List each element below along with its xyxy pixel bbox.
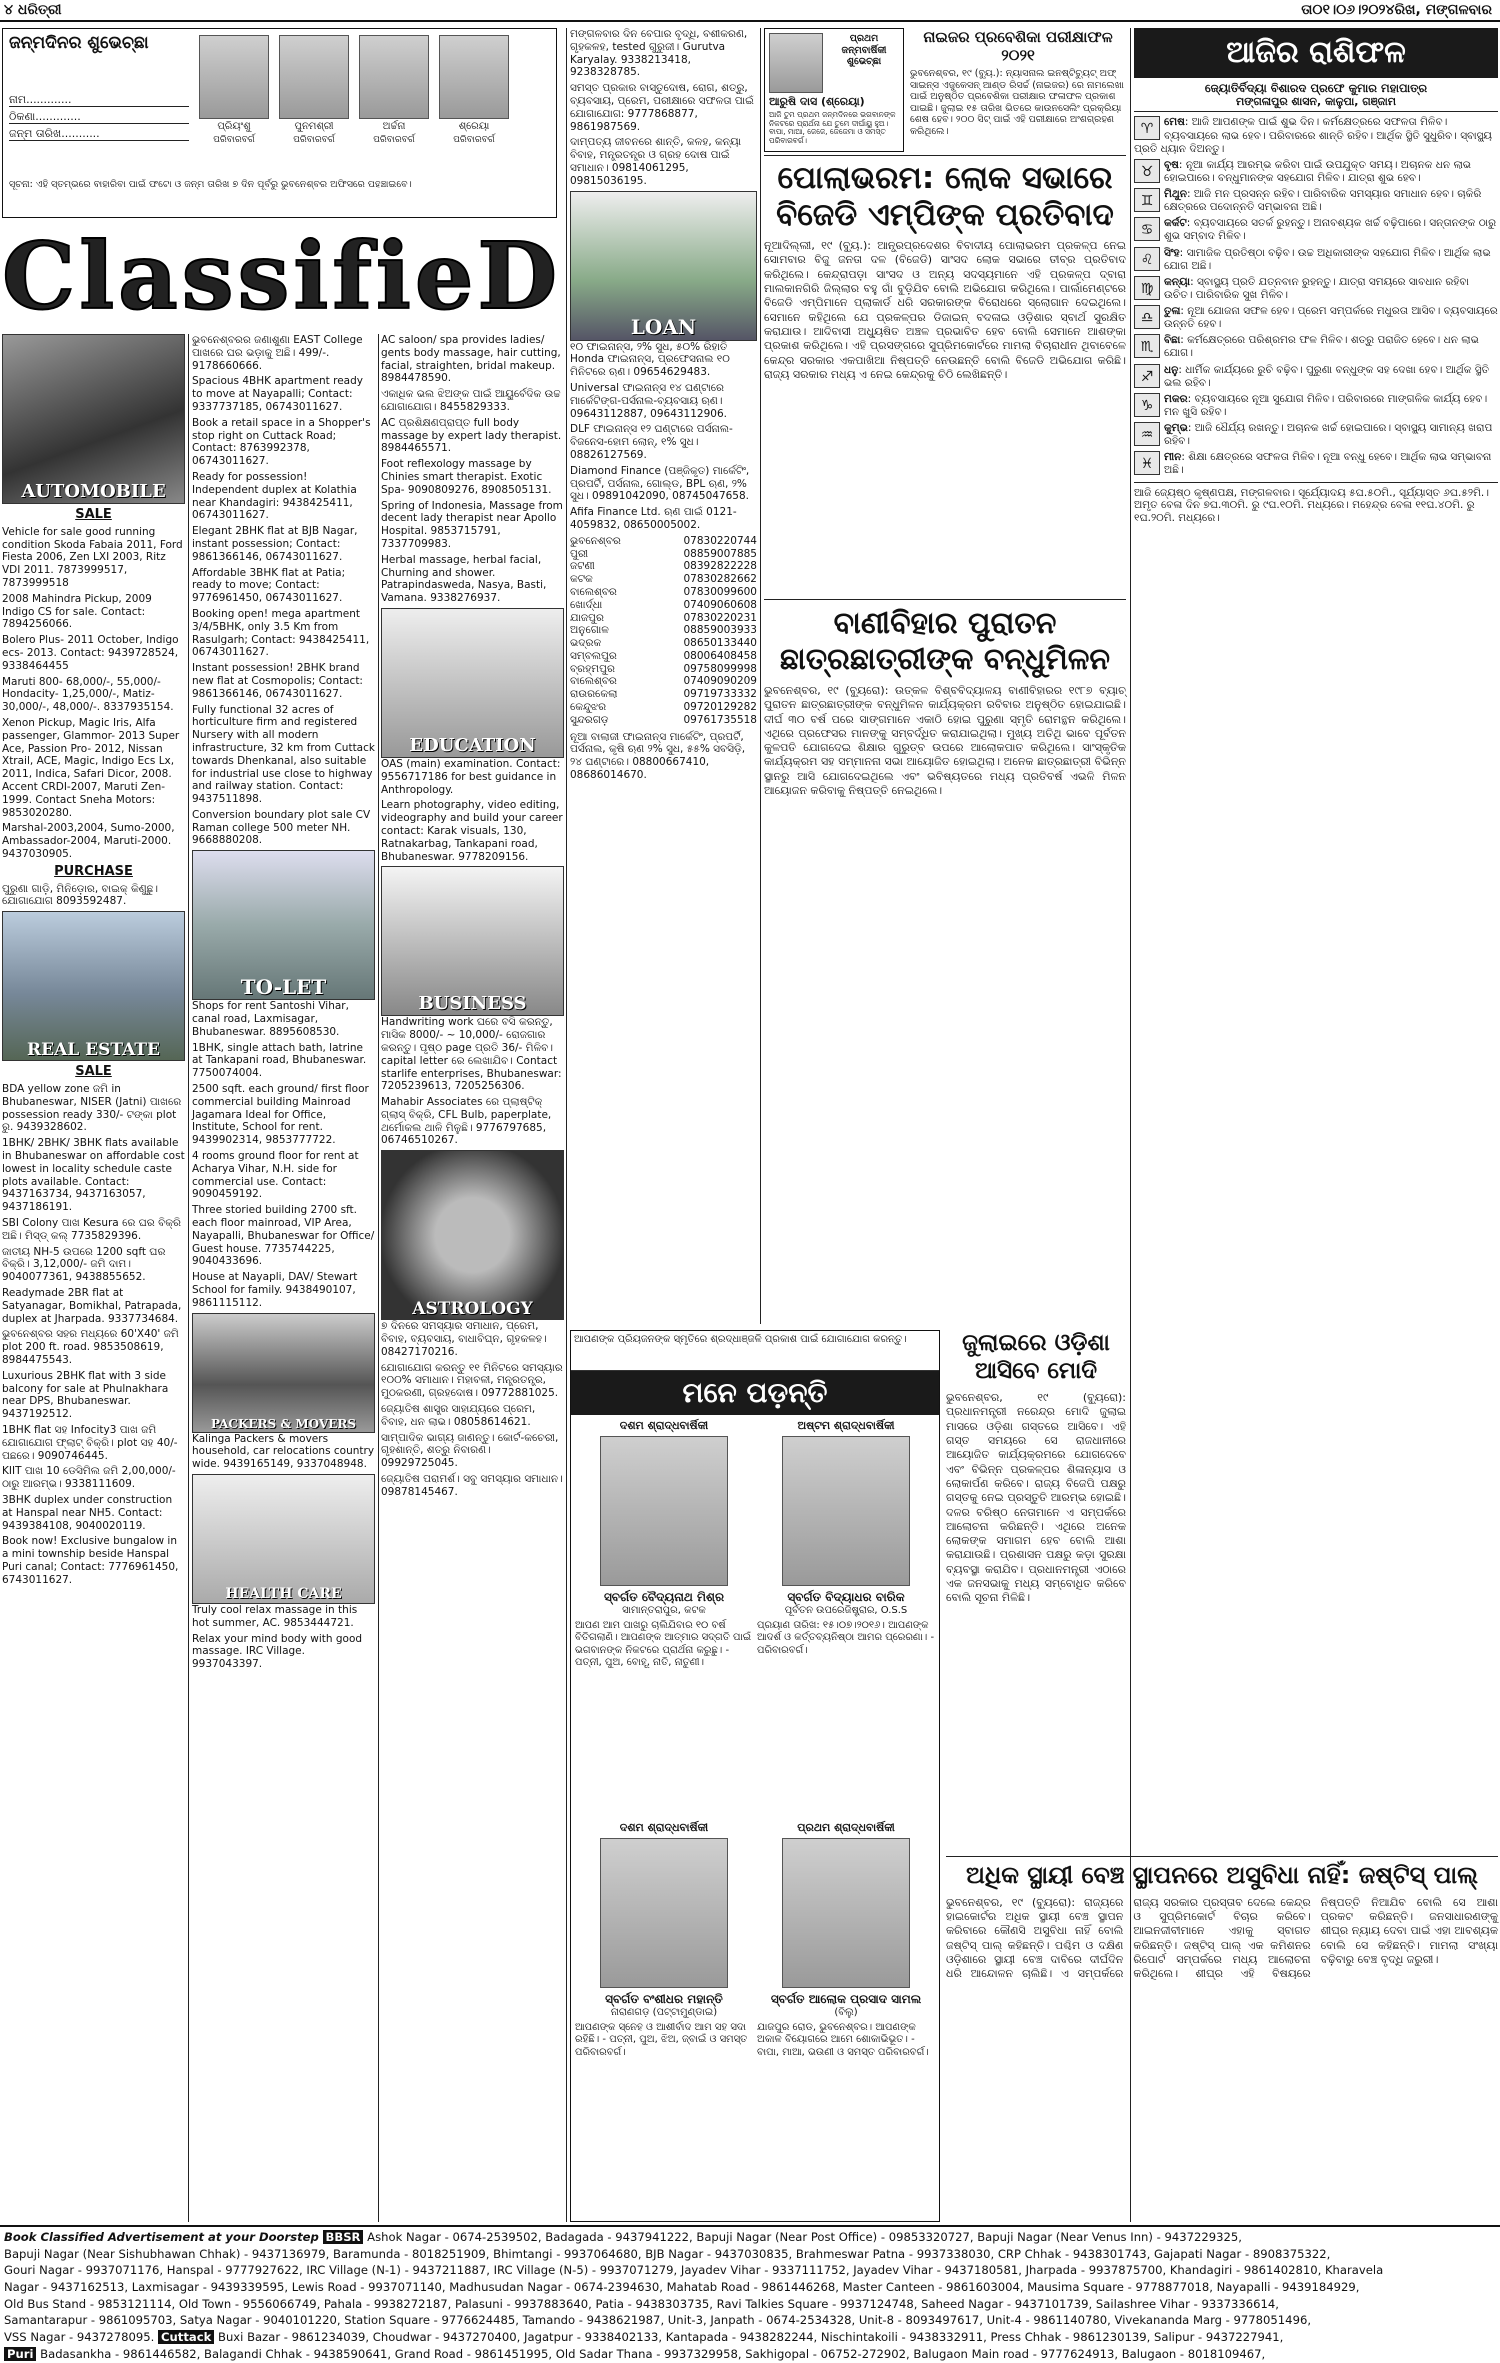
memoriam-name: ସ୍ବର୍ଗତ ବୈଦ୍ୟନାଥ ମିଶ୍ର xyxy=(603,1590,725,1605)
tribute-notice: ଆପଣଙ୍କ ପ୍ରିୟଜନଙ୍କ ସ୍ମୃତିରେ ଶ୍ରଦ୍ଧାଞ୍ଜଳି ପ୍ରକାଶ ପାଇଁ ଯୋଗାଯୋଗ କରନ୍ତୁ। xyxy=(571,1331,939,1371)
horoscope-byline: ଜ୍ୟୋତିର୍ବିଦ୍ୟା ବିଶାରଦ ପ୍ରଫେ କୁମାର ମହାପାତ୍ର xyxy=(1204,81,1428,95)
classified-ad: 1BHK, single attach bath, latrine at Tankapani road, Bhubaneswar. 7750074004. xyxy=(192,1041,367,1080)
child-name: ଅର୍ଚ୍ଚନା xyxy=(382,121,406,132)
footer-text: Samantarapur - 9861095703, Satya Nagar - 9040101220, Station Square - 9776624485, Tamando - 9438621987, Unit-3, Janpath - 0674-2534328, Unit-8 - 8093497617, Unit-4 - 9861140780, Vivekananda Marg - 9778051496, xyxy=(4,2313,1312,2328)
modi-article xyxy=(946,1330,1126,1850)
classified-ad: 2500 sqft. each ground/ first floor commercial building Mainroad Jagamara Ideal for Office, Institute, School for rent. 9439902314, 9853777722. xyxy=(192,1083,369,1147)
classified-ad: ୧୦ ଫାଇନାନ୍ସ, ୨% ସୁଧ, ୫୦% ରିହାତି Honda ଫାଇନାନ୍ସ, ପ୍ରଫେସନାଲ ୧୦ ମିନିଟରେ ଋଣ। 09654629483. xyxy=(570,340,730,379)
classified-ad: Readymade 2BR flat at Satyanagar, Bomikhal, Patrapada, duplex at Jharpada. 9337734684. xyxy=(2,1287,182,1325)
column-services xyxy=(381,334,564,2222)
memoriam-title: ମନେ ପଡ଼ନ୍ତି xyxy=(571,1371,939,1415)
zodiac-entry: ♓ ମୀନ: ଶିକ୍ଷା କ୍ଷେତ୍ରରେ ସଫଳତା ମିଳିବ। ନୂଆ ବନ୍ଧୁ ହେବେ। ଆର୍ଥିକ ଲାଭ ସମ୍ଭାବନା ଅଛି। xyxy=(1134,451,1498,477)
memoriam-sub: (ବିଲୁ) xyxy=(834,2007,858,2019)
child-caption: ପରିବାରବର୍ଗ xyxy=(373,135,415,145)
child-caption: ପରିବାରବର୍ଗ xyxy=(453,135,495,145)
classified-ad: Diamond Finance (ପଞ୍ଜିକୃତ) ମାର୍କେଟିଂ, ପ୍ରପର୍ଟି, ପର୍ସନାଲ, ଗୋଲ୍ଡ, BPL ଋଣ, ୨% ସୁଧ। 09891042090, 08745047658. xyxy=(570,464,750,503)
zodiac-entry: ♒ କୁମ୍ଭ: ଆଜି ଧୈର୍ଯ୍ୟ ରଖନ୍ତୁ। ଅଚାନକ ଖର୍ଚ୍ଚ ହୋଇପାରେ। ସ୍ବାସ୍ଥ୍ୟ ସାମାନ୍ୟ ଖରାପ ରହିବ। xyxy=(1134,422,1498,448)
footer-text: Nagar - 9437162513, Laxmisagar - 9439339595, Lewis Road - 9937071140, Madhusudan Nagar - 0674-2394630, Mahatab Road - 9861446268, Master Canteen - 9861603004, Mausima Square - 9778877018, Nayapalli - 9439184929, xyxy=(4,2280,1360,2295)
zodiac-icon: ♍ xyxy=(1134,276,1160,300)
zodiac-icon: ♉ xyxy=(1134,159,1160,183)
child-photo xyxy=(199,35,269,119)
classified-ad: Xenon Pickup, Magic Iris, Alfa passenger, Glammor- 2013 Super Ace, Passion Pro- 2012, Nissan Xtrail, ACE, Magic, Indigo Ecs Lx, 2011, Indica, Safari Dicor, 2008. Accent CRDI-2007, Maruti Zen- 1999. Contact Sneha Motors: 9853020280. xyxy=(2,717,180,819)
classified-ad: KIIT ପାଖ 10 ଡେସିମିଲ ଜମି 2,00,000/- ଠାରୁ ଆରମ୍ଭ। 9338111609. xyxy=(2,1465,176,1491)
classified-ad: ୭ ଦିନରେ ସମସ୍ୟାର ସମାଧାନ, ପ୍ରେମ, ବିବାହ, ବ୍ୟବସାୟ, ବାଧାବିଘ୍ନ, ଗୃହକଳହ। 08427170216. xyxy=(381,1320,547,1358)
zodiac-icon: ♈ xyxy=(1134,116,1160,140)
results-headline: ନାଇଜର ପ୍ରବେଶିକା ପରୀକ୍ଷାଫଳ ୨୦୨୧ xyxy=(923,28,1113,65)
classified-ad: ଦାମ୍ପତ୍ୟ ଜୀବନରେ ଶାନ୍ତି, କଳହ, କନ୍ୟା ବିବାହ, ମନ୍ତ୍ରତନ୍ତ୍ର ଓ ଗ୍ରହ ଦୋଷ ପାଇଁ ସମାଧାନ। 09814061295, 09815036195. xyxy=(570,136,742,187)
classified-ad: ଯୋଗାଯୋଗ କରନ୍ତୁ ୧୧ ମିନିଟରେ ସମସ୍ୟାର ୧୦୦% ସମାଧାନ। ମହାବଳୀ, ମନ୍ତ୍ରତନ୍ତ୍ର, ମୁଠକରଣୀ, ଗ୍ରହଦୋଷ। 09772881025. xyxy=(381,1361,563,1400)
loan-section-header: LOAN xyxy=(570,191,757,341)
results-body: ଭୁବନେଶ୍ବର, ୧୯ (ବ୍ୟୁ.): ନ୍ୟାସନାଲ ଇନଷ୍ଟିଚ୍ୟୁଟ୍ ଅଫ୍ ସାଇନ୍ସ ଏଜୁକେସନ୍ ଆଣ୍ଡ ରିସର୍ଚ୍ଚ (ନାଇଜର) ରେ ନାମଲେଖା ପାଇଁ ଅନୁଷ୍ଠିତ ପ୍ରବେଶିକା ପରୀକ୍ଷାର ଫଳାଫଳ ପ୍ରକାଶ ପାଇଛି। ଜୁଲାଇ ୧୫ ତାରିଖ ଭିତରେ କାଉନସେଲିଂ ପ୍ରକ୍ରିୟା ଶେଷ ହେବ। ୨୦୦ ସିଟ୍ ପାଇଁ ଏହି ପରୀକ୍ଷାରେ ଅଂଶଗ୍ରହଣ କରିଥିଲେ। xyxy=(910,68,1124,137)
form-address: ଠିକଣା............. xyxy=(9,110,189,124)
classified-ad: Maruti 800- 68,000/-, 55,000/- Hondacity- 1,25,000/-, Matiz- 30,000/-, 48,000/-. 8337935154. xyxy=(2,675,174,714)
classified-ad: Marshal-2003,2004, Sumo-2000, Ambassador-2004, Maruti-2000. 9437030905. xyxy=(2,822,175,860)
zodiac-entry: ♉ ବୃଷ: ନୂଆ କାର୍ଯ୍ୟ ଆରମ୍ଭ କରିବା ପାଇଁ ଉପଯୁକ୍ତ ସମୟ। ଅଚାନକ ଧନ ଲାଭ ହୋଇପାରେ। ବନ୍ଧୁମାନଙ୍କ ସହଯୋଗ ମିଳିବ। ଯାତ୍ରା ଶୁଭ ହେବ। xyxy=(1134,159,1498,185)
sale-heading: SALE xyxy=(75,1064,112,1080)
child-photo xyxy=(279,35,349,119)
memoriam-text: ପ୍ରୟାଣ ତାରିଖ: ୧୫।୦୭।୨୦୧୬। ଆପଣଙ୍କ ଆଦର୍ଶ ଓ କର୍ତ୍ତବ୍ୟନିଷ୍ଠା ଆମର ପ୍ରେରଣା। - ପରିବାରବର୍ଗ। xyxy=(757,1620,935,1656)
footer-text: VSS Nagar - 9437278095. xyxy=(4,2330,155,2345)
zodiac-entry: ♑ ମକର: ବ୍ୟବସାୟରେ ନୂଆ ସୁଯୋଗ ମିଳିବ। ପରିବାରରେ ମାଙ୍ଗଳିକ କାର୍ଯ୍ୟ ହେବ। ମନ ଖୁସି ରହିବ। xyxy=(1134,393,1498,419)
classified-ad: Handwriting work ଘରେ ବସି କରନ୍ତୁ, ମାସିକ 8000/- ~ 10,000/- ରୋଜଗାର କରନ୍ତୁ। ପୃଷ୍ଠ page ପ୍ରତି 36/- ମିଳିବ। capital letter ରେ ଲେଖାଯିବ। Contact starlife enterprises, Bhubaneswar: 7205239613, 7205256306. xyxy=(381,1016,562,1093)
classified-ad: Bolero Plus- 2011 October, Indigo ecs- 2013. Contact: 9439728524, 9338464455 xyxy=(2,634,179,672)
memoriam-text: ଆପଣ ଆମ ପାଖରୁ ଚାଲିଯିବାର ୧୦ ବର୍ଷ ବିତିଗଲାଣି। ଆପଣଙ୍କ ଆତ୍ମାର ସଦ୍‌ଗତି ପାଇଁ ଭଗବାନଙ୍କ ନିକଟରେ ପ୍ରାର୍ଥନା କରୁଛୁ। - ପତ୍ନୀ, ପୁଅ, ବୋହୂ, ନାତି, ନାତୁଣୀ। xyxy=(575,1620,752,1668)
classified-ad: ଭୁବନେଶ୍ବରର ଜଣାଶୁଣା EAST College ପାଖରେ ଘର ଭଡ଼ାକୁ ଅଛି। 499/-. 9178660666. xyxy=(192,334,363,372)
classified-ad: Three storied building 2700 sft. each floor mainroad, VIP Area, Nayapalli, Bhubaneswar for Office/ Guest house. 7735744225, 9040433696. xyxy=(192,1204,375,1268)
branch-row: ରାଉରକେଲା 09719733332 xyxy=(570,688,757,701)
memoriam-label: ଅଷ୍ଟମ ଶ୍ରାଦ୍ଧବାର୍ଷିକୀ xyxy=(797,1419,895,1432)
classified-ad: Spacious 4BHK apartment ready to move at Nayapalli; Contact: 9337737185, 06743011627. xyxy=(192,375,363,413)
footer-text: Gouri Nagar - 9937071176, Hanspal - 9777927622, IRC Village (N-1) - 9437211887, IRC Village (N-5) - 9937071279, Jayadev Vihar - 9337111752, Jayadev Vihar - 9437180581, Jharpada - 9937875700, Khandagiri - 9861402810, Kharavela xyxy=(4,2263,1384,2278)
child-name: ପୁନମଶ୍ରୀ xyxy=(294,121,334,132)
classified-ad: ଏକାଧିକ ଭଲ ଝିଅଙ୍କ ପାଇଁ ଆୟୁର୍ବେଦିକ ଉଚ୍ଚ ଯୋଗାଯୋଗ। 8455829333. xyxy=(381,388,561,413)
footer-booking-centers xyxy=(0,2225,1500,2361)
classified-ad: Spring of Indonesia, Massage from decent lady therapist near Apollo Hospital. 9853715791, 7337709983. xyxy=(381,499,563,550)
automobile-section-header: AUTOMOBILE xyxy=(2,334,185,504)
memoriam-box xyxy=(570,1330,940,2222)
zodiac-entry: ♈ ମେଷ: ଆଜି ଆପଣଙ୍କ ପାଇଁ ଶୁଭ ଦିନ। କର୍ମକ୍ଷେତ୍ରରେ ସଫଳତା ମିଳିବ। ବ୍ୟବସାୟରେ ଲାଭ ହେବ। ପରିବାରରେ ଶାନ୍ତି ରହିବ। ଆର୍ଥିକ ସ୍ଥିତି ସୁଧୁରିବ। ସ୍ବାସ୍ଥ୍ୟ ପ୍ରତି ଧ୍ୟାନ ଦିଅନ୍ତୁ। xyxy=(1134,116,1492,155)
classified-ad: Afifa Finance Ltd. ଋଣ ପାଇଁ 0121-4059832, 08650005002. xyxy=(570,506,737,531)
health-care-section-header: HEALTH CARE xyxy=(192,1474,375,1604)
column-automobile-realestate xyxy=(2,334,185,2222)
birthday-wish: ଆଜି ତୁମ ପ୍ରଥମ ଜନ୍ମଦିନରେ ଭଗବାନଙ୍କ ନିକଟରେ ପ୍ରାର୍ଥନା ଯେ ତୁମେ ଦୀର୍ଘାୟୁ ହୁଅ। ବାପା, ମାଆ, ଜେଜେ, ଜେଜେମା ଓ ସମସ୍ତ ପରିବାରବର୍ଗ। xyxy=(769,110,896,145)
city-tag: BBSR xyxy=(323,2230,364,2244)
classified-ad: Kalinga Packers & movers household, car relocations country wide. 9439165149, 9337048948. xyxy=(192,1432,375,1471)
bench-article xyxy=(946,1856,1498,2222)
memoriam-card xyxy=(575,1821,753,2221)
classified-ad: Ready for possession! Independent duplex at Kolathia near Khandagiri: 9438425411, 06743011627. xyxy=(192,470,357,522)
footer-text: Ashok Nagar - 0674-2539502, Badagada - 9437941222, Bapuji Nagar (Near Post Office) - 09853320727, Bapuji Nagar (Near Venus Inn) - 9437229325, xyxy=(367,2230,1242,2244)
memoriam-text: ଆପଣଙ୍କ ସ୍ନେହ ଓ ଆଶୀର୍ବାଦ ଆମ ସହ ସଦା ରହିଛି। - ପତ୍ନୀ, ପୁଅ, ଝିଅ, ଜ୍ବାଇଁ ଓ ସମସ୍ତ ପରିବାରବର୍ଗ। xyxy=(575,2022,748,2058)
zodiac-entry: ♌ ସିଂହ: ସାମାଜିକ ପ୍ରତିଷ୍ଠା ବଢ଼ିବ। ଉଚ୍ଚ ଅଧିକାରୀଙ୍କ ସହଯୋଗ ମିଳିବ। ଆର୍ଥିକ ଲାଭ ଯୋଗ ଅଛି। xyxy=(1134,247,1498,273)
birthday-note: ସୂଚନା: ଏହି ସ୍ତମ୍ଭରେ ବାହାରିବା ପାଇଁ ଫଟୋ ଓ ଜନ୍ମ ତାରିଖ ୭ ଦିନ ପୂର୍ବରୁ ଭୁବନେଶ୍ବର ଅଫିସରେ ପହଞ୍ଚାଇବେ। xyxy=(9,179,412,190)
memoriam-label: ପ୍ରଥମ ଶ୍ରାଦ୍ଧବାର୍ଷିକୀ xyxy=(797,1821,895,1834)
column-loans xyxy=(570,28,757,1324)
zodiac-icon: ♑ xyxy=(1134,393,1160,417)
classified-ad: Mahabir Associates ରେ ପ୍ଲାଷ୍ଟିକ୍ ଗ୍ଲାସ୍ ବିକ୍ରି, CFL Bulb, paperplate, ଥର୍ମୋକଲ ଥାଳି ମିଳୁଛି। 9776797685, 06746510267. xyxy=(381,1096,552,1147)
branch-row: ଅନୁଗୋଳ 08859003933 xyxy=(570,624,757,637)
alumni-body: ଭୁବନେଶ୍ବର, ୧୯ (ବ୍ୟୁରୋ): ଉତ୍କଳ ବିଶ୍ବବିଦ୍ୟାଳୟ ବାଣୀବିହାରର ୧୯୮୭ ବ୍ୟାଚ୍ ପୁରାତନ ଛାତ୍ରଛାତ୍ରୀଙ୍କ ବନ୍ଧୁମିଳନ କାର୍ଯ୍ୟକ୍ରମ ରବିବାର ଅନୁଷ୍ଠିତ ହୋଇଯାଇଛି। ଦୀର୍ଘ ୩୦ ବର୍ଷ ପରେ ସାଙ୍ଗମାନେ ଏକାଠି ହୋଇ ପୁରୁଣା ସ୍ମୃତି ରୋମନ୍ଥନ କରିଥିଲେ। ଏଥିରେ ପ୍ରଫେସର ମାନଙ୍କୁ ସମ୍ବର୍ଦ୍ଧିତ କରାଯାଇଥିଲା। ମୁଖ୍ୟ ଅତିଥି ଭାବେ ପୂର୍ବତନ କୁଳପତି ଯୋଗଦେଇ ଶିକ୍ଷାର ଗୁରୁତ୍ବ ଉପରେ ଆଲୋକପାତ କରିଥିଲେ। ସାଂସ୍କୃତିକ କାର୍ଯ୍ୟକ୍ରମ ସହ ସମ୍ମାନନା ସଭା ଆୟୋଜିତ ହୋଇଥିଲା। ଅନେକ ଛାତ୍ରଛାତ୍ରୀ ବିଭିନ୍ନ ସ୍ଥାନରୁ ଆସି ଯୋଗଦେଇଥିଲେ ଏବଂ ଭବିଷ୍ୟତରେ ମଧ୍ୟ ପ୍ରତିବର୍ଷ ଏଭଳି ମିଳନ ଆୟୋଜନ କରିବାକୁ ନିଷ୍ପତ୍ତି ନେଇଥିଲେ। xyxy=(764,684,1126,798)
child-photo xyxy=(439,35,509,119)
classified-ad: 1BHK/ 2BHK/ 3BHK flats available in Bhubaneswar on affordable cost lowest in locality schedule caste plots available. Contact: 9437163734, 9437163057, 9437186191. xyxy=(2,1137,185,1214)
child-photo xyxy=(359,35,429,119)
classified-ad: DLF ଫାଇନାନ୍ସ ୧୨ ଘଣ୍ଟାରେ ପର୍ସନାଲ-ବିଜନେସ-ହୋମ ଲୋନ୍, ୧% ସୁଧ। 08826127569. xyxy=(570,423,733,461)
memoriam-sub: ନାରାଣଗଡ଼ (ପଟ୍ଟାମୁଣ୍ଡାଇ) xyxy=(610,2007,718,2019)
branch-row: ଭୁବନେଶ୍ବର 07830220744 xyxy=(570,534,757,547)
packers-movers-section-header: PACKERS & MOVERS xyxy=(192,1313,375,1433)
memoriam-name: ସ୍ବର୍ଗତ ଆଲୋକ ପ୍ରସାଦ ସାମଲ xyxy=(770,1992,922,2007)
footer-text: Bapuji Nagar (Near Sishubhawan Chhak) - 9437136979, Baramunda - 8018251909, Bhimtangi - 9937064680, BJB Nagar - 9437030835, Brahmeswar Patna - 9937338030, CRP Chhak - 9438301743, Gajapati Nagar - 8908375322, xyxy=(4,2246,1331,2261)
zodiac-icon: ♋ xyxy=(1134,217,1160,241)
classified-ad: 2008 Mahindra Pickup, 2009 Indigo CS for sale. Contact: 7894256066. xyxy=(2,592,152,631)
modi-headline: ଜୁଲାଇରେ ଓଡ଼ିଶା ଆସିବେ ମୋଦି xyxy=(962,1330,1110,1384)
branch-row: ଯାଜପୁର 07830220231 xyxy=(570,611,757,624)
branch-row: ଭଦ୍ରକ 08650133440 xyxy=(570,637,757,650)
branch-row: ଜଟଣୀ 08392822228 xyxy=(570,560,757,573)
classified-ad: BDA yellow zone ଜମି in Bhubaneswar, NISER (Jatni) ପାଖରେ possession ready 330/- ଟଙ୍କା plot ରୁ. 9439328602. xyxy=(2,1083,182,1134)
zodiac-icon: ♊ xyxy=(1134,188,1160,212)
education-section-header: EDUCATION xyxy=(381,608,564,758)
memoriam-name: ସ୍ବର୍ଗତ ବଂଶୀଧର ମହାନ୍ତି xyxy=(605,1992,723,2007)
classified-ad: Affordable 3BHK flat at Patia; ready to move; Contact: 9776961450, 06743011627. xyxy=(192,566,346,605)
baby-photo xyxy=(769,33,823,93)
memoriam-label: ଦଶମ ଶ୍ରାଦ୍ଧବାର୍ଷିକୀ xyxy=(619,1821,709,1834)
horoscope-list xyxy=(1134,116,1498,477)
footer-line xyxy=(4,2346,1496,2363)
child-name: ଶ୍ରେୟା xyxy=(458,121,490,132)
classified-ad: ମଙ୍ଗଳବାର ଦିନ ବେପାର ବୃଦ୍ଧି, ବଶୀକରଣ, ଗୃହକଳହ, tested ଗୁରୁଜୀ। Gurutva Karyalay. 9338213418, 9238328785. xyxy=(570,28,748,79)
date-label: ତା୦୧।୦୬।୨୦୨୪ରିଖ, ମଙ୍ଗଳବାର xyxy=(1301,2,1492,18)
footer-line xyxy=(4,2229,1496,2246)
classified-ad: House at Nayapli, DAV/ Stewart School for family. 9438490107, 9861115112. xyxy=(192,1271,358,1309)
panji-almanac: ଆଜି ଜ୍ୟେଷ୍ଠ କୃଷ୍ଣପକ୍ଷ, ମଙ୍ଗଳବାର। ସୂର୍ଯ୍ୟୋଦୟ ୫ଘ.୫୦ମି., ସୂର୍ଯ୍ୟାସ୍ତ ୬ଘ.୫୨ମି.। ଅମୃତ ବେଳା ଦିନ ୭ଘ.୩୦ମି. ରୁ ୯ଘ.୧୦ମି. ମଧ୍ୟରେ। ମହେନ୍ଦ୍ର ବେଳା ୧୧ଘ.୪୦ମି. ରୁ ୧ଘ.୨୦ମି. ମଧ୍ୟରେ। xyxy=(1134,482,1498,525)
footer-text: Badasankha - 9861446582, Balagandi Chhak - 9438590641, Grand Road - 9861451995, Old Sadar Thana - 9937329958, Sakhigopal - 06752-272902, Balugaon Main road - 9777624913, Balugaon - 8018109467, xyxy=(40,2346,1266,2361)
classified-ad: 3BHK duplex under construction at Hanspal near NH5. Contact: 9439384108, 9040020119. xyxy=(2,1494,173,1532)
memoriam-label: ଦଶମ ଶ୍ରାଦ୍ଧବାର୍ଷିକୀ xyxy=(619,1419,709,1432)
zodiac-icon: ♓ xyxy=(1134,451,1160,475)
polavaram-headline: ପୋଲାଭରମ: ଲୋକ ସଭାରେ ବିଜେଡି ଏମ୍‌ପିଙ୍କ ପ୍ରତିବାଦ xyxy=(776,160,1114,233)
classified-ad: AC saloon/ spa provides ladies/ gents body massage, hair cutting, facial, straighten, bridal makeup. 8984478590. xyxy=(381,334,561,385)
masthead xyxy=(0,0,1500,22)
business-section-header: BUSINESS xyxy=(381,866,564,1016)
zodiac-icon: ♎ xyxy=(1134,305,1160,329)
zodiac-entry: ♐ ଧନୁ: ଧାର୍ମିକ କାର୍ଯ୍ୟରେ ରୁଚି ବଢ଼ିବ। ପୁରୁଣା ବନ୍ଧୁଙ୍କ ସହ ଦେଖା ହେବ। ଆର୍ଥିକ ସ୍ଥିତି ଭଲ ରହିବ। xyxy=(1134,364,1498,390)
classified-ad: Conversion boundary plot sale CV Raman college 500 meter NH. 9668880208. xyxy=(192,808,371,847)
city-tag: Puri xyxy=(4,2347,36,2361)
classified-ad: Vehicle for sale good running condition Skoda Fabaia 2011, Ford Fiesta 2006, Zen LXI 2003, Ritz VDI 2011. 7873999517, 7873999518 xyxy=(2,525,183,590)
modi-body: ଭୁବନେଶ୍ବର, ୧୯ (ବ୍ୟୁରୋ): ପ୍ରଧାନମନ୍ତ୍ରୀ ନରେନ୍ଦ୍ର ମୋଦି ଜୁଲାଇ ମାସରେ ଓଡ଼ିଶା ଗସ୍ତରେ ଆସିବେ। ଏହି ଗସ୍ତ ସମୟରେ ସେ ରାଜଧାନୀରେ ଆୟୋଜିତ କାର୍ଯ୍ୟକ୍ରମରେ ଯୋଗଦେବେ ଏବଂ ବିଭିନ୍ନ ପ୍ରକଳ୍ପର ଶିଳାନ୍ୟାସ ଓ ଲୋକାର୍ପଣ କରିବେ। ରାଜ୍ୟ ବିଜେପି ପକ୍ଷରୁ ଗସ୍ତକୁ ନେଇ ପ୍ରସ୍ତୁତି ଆରମ୍ଭ ହୋଇଛି। ଦଳର ବରିଷ୍ଠ ନେତାମାନେ ଏ ସମ୍ପର୍କରେ ଆଲୋଚନା କରିଛନ୍ତି। ଏଥିରେ ଅନେକ ଲୋକଙ୍କ ସମାଗମ ହେବ ବୋଲି ଆଶା କରାଯାଉଛି। ପ୍ରଶାସନ ପକ୍ଷରୁ କଡ଼ା ସୁରକ୍ଷା ବ୍ୟବସ୍ଥା କରାଯିବ। ପ୍ରଧାନମନ୍ତ୍ରୀ ଏଠାରେ ଏକ ଜନସଭାକୁ ମଧ୍ୟ ସମ୍ବୋଧିତ କରିବେ ବୋଲି ସୂଚନା ମିଳିଛି। xyxy=(946,1391,1126,1605)
classified-ad: Universal ଫାଇନାନ୍ସ ୧୪ ଘଣ୍ଟାରେ ମାର୍କେଟିଙ୍ଗ-ପର୍ସନାଲ-ବ୍ୟବସାୟ ଋଣ। 09643112887, 09643112906. xyxy=(570,381,727,420)
horoscope-title: ଆଜିର ରାଶିଫଳ xyxy=(1134,28,1498,78)
classified-ad: ପୁରୁଣା ଗାଡ଼ି, ମିନିଡ଼ୋର, ବାଇକ୍ କିଣୁଛୁ। ଯୋଗାଯୋଗ 8093592487. xyxy=(2,882,159,908)
form-name: ନାମ............. xyxy=(9,93,189,107)
sale-heading: SALE xyxy=(75,507,112,522)
branch-row: ସମ୍ବଲପୁର 08006408458 xyxy=(570,649,757,662)
memoriam-card xyxy=(575,1419,753,1819)
classified-ad: ସମସ୍ତ ପ୍ରକାର ବାସ୍ତୁଦୋଷ, ରୋଗ, ଶତ୍ରୁ, ବ୍ୟବସାୟ, ପ୍ରେମ, ପରୀକ୍ଷାରେ ସଫଳତା ପାଇଁ ଯୋଗାଯୋଗ: 9777868877, 9861987569. xyxy=(570,82,754,133)
classified-ad: ଜାତୀୟ NH-5 ଉପରେ 1200 sqft ଘର ବିକ୍ରି। 3,12,000/- ଜମି ଦାମ। 9040077361, 9438855652. xyxy=(2,1245,166,1284)
portrait-photo xyxy=(600,1436,728,1586)
classified-ad: AC ପ୍ରଶିକ୍ଷଣପ୍ରାପ୍ତ full body massage by expert lady therapist. 8984465571. xyxy=(381,416,562,455)
classified-ad: SBI Colony ପାଖ Kesura ରେ ଘର ବିକ୍ରି ଅଛି। ମିସ୍ଡ୍ କଲ୍ 7735829396. xyxy=(2,1217,181,1242)
polavaram-body: ନୂଆଦିଲ୍ଲୀ, ୧୯ (ବ୍ୟୁ.): ଆନ୍ଧ୍ରପ୍ରଦେଶର ବିବାଦୀୟ ପୋଲାଭରମ ପ୍ରକଳ୍ପ ନେଇ ସୋମବାର ବିଜୁ ଜନତା ଦଳ (ବିଜେଡି) ସାଂସଦ ଲୋକ ସଭାରେ ତୀବ୍ର ପ୍ରତିବାଦ କରିଥିଲେ। କେନ୍ଦ୍ରାପଡ଼ା ସାଂସଦ ଓ ଅନ୍ୟ ସଦସ୍ୟମାନେ ଏହି ପ୍ରକଳ୍ପ ଦ୍ବାରା ମାଲକାନଗିରି ଜିଲ୍ଲାର ବହୁ ଗାଁ ବୁଡ଼ିଯିବ ବୋଲି ଅଭିଯୋଗ କରିଥିଲେ। ପାର୍ଲାମେଣ୍ଟରେ ବିଜେଡି ଏମ୍‌ପିମାନେ ପ୍ଲାକାର୍ଡ ଧରି ସରକାରଙ୍କ ବିରୋଧରେ ସ୍ଲୋଗାନ ଦେଇଥିଲେ। ସେମାନେ କହିଥିଲେ ଯେ ପ୍ରକଳ୍ପର ଡିଜାଇନ୍ ବଦଳାଇ ଓଡ଼ିଶାର ସ୍ବାର୍ଥ ସୁରକ୍ଷିତ କରାଯାଉ। ଆଦିବାସୀ ଅଧ୍ୟୁଷିତ ଅଞ୍ଚଳ ପ୍ରଭାବିତ ହେବ ବୋଲି ସେମାନେ ଆଶଙ୍କା ପ୍ରକାଶ କରିଥିଲେ। ଏହି ପ୍ରସଙ୍ଗରେ ସୁପ୍ରିମକୋର୍ଟରେ ମାମଲା ବିଚାରାଧୀନ ଥିବାବେଳେ କେନ୍ଦ୍ର ସରକାର ଏକପାଖିଆ ନିଷ୍ପତ୍ତି ନେଉଛନ୍ତି ବୋଲି ବିଜେଡି ଅଭିଯୋଗ କରିଛି। ରାଜ୍ୟ ସରକାର ମଧ୍ୟ ଏ ନେଇ କେନ୍ଦ୍ରକୁ ଚିଠି ଲେଖିଛନ୍ତି। xyxy=(764,239,1126,381)
footer-text: Old Bus Stand - 9853121114, Old Town - 9556066749, Pahala - 9938272187, Palasuni - 9937883640, Patia - 9438303735, Ravi Talkies Square - 9937124748, Saheed Nagar - 9437101739, Sailashree Vihar - 9337336614, xyxy=(4,2296,1279,2311)
bench-body: ଭୁବନେଶ୍ବର, ୧୯ (ବ୍ୟୁରୋ): ରାଜ୍ୟରେ ହାଇକୋର୍ଟର ଅଧିକ ସ୍ଥାୟୀ ବେଞ୍ଚ ସ୍ଥାପନ କରିବାରେ କୌଣସି ଅସୁବିଧା ନାହିଁ ବୋଲି ଜଷ୍ଟିସ୍ ପାଲ୍ କହିଛନ୍ତି। ପଶ୍ଚିମ ଓ ଦକ୍ଷିଣ ଓଡ଼ିଶାରେ ସ୍ଥାୟୀ ବେଞ୍ଚ ଦାବିରେ ଦୀର୍ଘଦିନ ଧରି ଆନ୍ଦୋଳନ ଚାଲିଛି। ଏ ସମ୍ପର୍କରେ ରାଜ୍ୟ ସରକାର ପ୍ରସ୍ତାବ ଦେଲେ କେନ୍ଦ୍ର ଓ ସୁପ୍ରିମକୋର୍ଟ ବିଚାର କରିବେ। ଆଇନଜୀବୀମାନେ ଏହାକୁ ସ୍ବାଗତ କରିଛନ୍ତି। ଜଷ୍ଟିସ୍ ପାଲ୍ ଏକ କମିଶନର ରିପୋର୍ଟ ସମ୍ପର୍କରେ ମଧ୍ୟ ଆଲୋଚନା କରିଥିଲେ। ଶୀଘ୍ର ଏହି ବିଷୟରେ ନିଷ୍ପତ୍ତି ନିଆଯିବ ବୋଲି ସେ ଆଶା ପ୍ରକଟ କରିଛନ୍ତି। ଜନସାଧାରଣଙ୍କୁ ଶୀଘ୍ର ନ୍ୟାୟ ଦେବା ପାଇଁ ଏହା ଆବଶ୍ୟକ ବୋଲି ସେ କହିଛନ୍ତି। ମାମଲା ସଂଖ୍ୟା ବଢ଼ିବାରୁ ବେଞ୍ଚ ବୃଦ୍ଧି ଜରୁରୀ। xyxy=(946,1895,1498,1981)
classified-ad: Shops for rent Santoshi Vihar, canal road, Laxmisagar, Bhubaneswar. 8895608530. xyxy=(192,1000,349,1038)
classified-banner: ClassifieD xyxy=(2,222,562,330)
classified-ad: Book now! Exclusive bungalow in a mini township beside Hanspal Puri canal; Contact: 7776961450, 6743011627. xyxy=(2,1535,179,1586)
branch-row: କଟକ 07830282662 xyxy=(570,573,757,586)
alumni-headline: ବାଣୀବିହାର ପୁରାତନ ଛାତ୍ରଛାତ୍ରୀଙ୍କ ବନ୍ଧୁମିଳନ xyxy=(779,606,1111,677)
classified-ad: ସାମ୍ପାଦିକ ଭାଗ୍ୟ ଜାଣନ୍ତୁ। କୋର୍ଟ-କଚେରୀ, ଗୃହଶାନ୍ତି, ଶତ୍ରୁ ନିବାରଣ। 09929725045. xyxy=(381,1431,559,1470)
polavaram-article xyxy=(764,160,1126,600)
page-label: ୪ ଧରିତ୍ରୀ xyxy=(4,2,62,18)
memoriam-card xyxy=(757,1419,935,1819)
child-caption: ପରିବାରବର୍ଗ xyxy=(213,135,255,145)
classified-ad: OAS (main) examination. Contact: 9556717186 for best guidance in Anthropology. xyxy=(381,757,561,796)
classified-ad: ଜ୍ୟୋତିଷ ଶାସ୍ତ୍ର ସାହାଯ୍ୟରେ ପ୍ରେମ, ବିବାହ, ଧନ ଲାଭ। 08058614621. xyxy=(381,1403,536,1428)
birthday-form xyxy=(9,93,189,144)
city-tag: Cuttack xyxy=(158,2330,214,2344)
branch-row: ବାଲେଶ୍ବର 07830099600 xyxy=(570,585,757,598)
branch-row: କେନ୍ଦୁଝର 09720129282 xyxy=(570,701,757,714)
memoriam-sub: ସାମାନ୍ତରାପୁର, କଟକ xyxy=(622,1605,706,1617)
classified-ad: Truly cool relax massage in this hot summer, AC. 9853444721. xyxy=(192,1604,358,1629)
branch-row: ବାଲେଶ୍ବର 07409090209 xyxy=(570,675,757,688)
classified-ad: ଭୁବନେଶ୍ବର ସହର ମଧ୍ୟରେ 60'X40' ଜମି plot 200 ft. road. 9853508619, 8984475543. xyxy=(2,1328,179,1367)
classified-ad: Elegant 2BHK flat at BJB Nagar, instant possession; Contact: 9861366146, 06743011627. xyxy=(192,525,358,563)
horoscope-column xyxy=(1134,28,1498,1748)
birthday-box xyxy=(2,28,557,218)
memoriam-text: ଯାଜପୁର ରୋଡ, ଭୁବନେଶ୍ବର। ଆପଣଙ୍କ ଅକାଳ ବିୟୋଗରେ ଆମେ ଶୋକାଭିଭୂତ। - ବାପା, ମାଆ, ଭଉଣୀ ଓ ସମସ୍ତ ପରିବାରବର୍ଗ। xyxy=(757,2022,929,2058)
branch-list xyxy=(570,535,757,727)
classified-ad: 4 rooms ground floor for rent at Acharya Vihar, N.H. side for commercial use. Contact: 9090459192. xyxy=(192,1150,359,1201)
footer-text: Buxi Bazar - 9861234039, Choudwar - 9437270400, Jagatpur - 9338402133, Kantapada - 9438282244, Nischintakoili - 9438332911, Press Chhak - 9861230139, Salipur - 9437227941, xyxy=(218,2330,1284,2345)
child-caption: ପରିବାରବର୍ଗ xyxy=(293,135,335,145)
classified-ad: Foot reflexology massage by Chinies smart therapist. Exotic Spa- 9090809276, 8908505131. xyxy=(381,458,552,496)
zodiac-entry: ♍ କନ୍ୟା: ସ୍ବାସ୍ଥ୍ୟ ପ୍ରତି ଯତ୍ନବାନ ରୁହନ୍ତୁ। ଯାତ୍ରା ସମୟରେ ସାବଧାନ ରହିବା ଉଚିତ। ପାରିବାରିକ ସୁଖ ମିଳିବ। xyxy=(1134,276,1498,302)
classified-ad: Instant possession! 2BHK brand new flat at Cosmopolis; Contact: 9861366146, 06743011627. xyxy=(192,662,363,700)
bench-headline: ଅଧିକ ସ୍ଥାୟୀ ବେଞ୍ଚ ସ୍ଥାପନରେ ଅସୁବିଧା ନାହିଁ: ଜଷ୍ଟିସ୍ ପାଲ୍ xyxy=(966,1861,1478,1889)
zodiac-icon: ♐ xyxy=(1134,364,1160,388)
form-dob: ଜନ୍ମ ତାରିଖ........... xyxy=(9,127,189,141)
classified-ad: Learn photography, video editing, videography and build your career contact: Karak visuals, 130, Ratnakarbag, Tankapani road, Bhubaneswar. 9778209156. xyxy=(381,799,563,863)
birthday-title: ଜନ୍ମଦିନର ଶୁଭେଚ୍ଛା xyxy=(9,33,149,53)
results-area xyxy=(764,28,1126,156)
classified-ad: Booking open! mega apartment 3/4/5BHK, only 3.5 Km from Rasulgarh; Contact: 9438425411, 06743011627. xyxy=(192,607,370,659)
footer-lead: Book Classified Advertisement at your Doorstep xyxy=(4,2230,319,2244)
real-estate-section-header: REAL ESTATE xyxy=(2,911,185,1061)
purchase-heading: PURCHASE xyxy=(54,863,133,879)
astrology-section-header: ASTROLOGY xyxy=(381,1150,564,1320)
classified-ad: Fully functional 32 acres of horticulture firm and registered Nursery with all modern infrastructure, 32 km from Cuttack towards Dhenkanal, also suitable for industrial use close to highway and railway station. Contact: 9437511898. xyxy=(192,703,375,806)
classified-ad: Luxurious 2BHK flat with 3 side balcony for sale at Phulnakhara near DPS, Bhubaneswar. 9437192512. xyxy=(2,1369,169,1421)
classified-ad: ଜ୍ୟୋତିଷ ପରାମର୍ଶ। ସବୁ ସମସ୍ୟାର ସମାଧାନ। 09878145467. xyxy=(381,1473,563,1498)
zodiac-entry: ♎ ତୁଳା: ନୂଆ ଯୋଜନା ସଫଳ ହେବ। ପ୍ରେମ ସମ୍ପର୍କରେ ମଧୁରତା ଆସିବ। ବ୍ୟବସାୟରେ ଉନ୍ନତି ହେବ। xyxy=(1134,305,1498,331)
first-birthday-box xyxy=(764,28,904,152)
zodiac-entry: ♏ ବିଛା: କର୍ମକ୍ଷେତ୍ରରେ ପରିଶ୍ରମର ଫଳ ମିଳିବ। ଶତ୍ରୁ ପରାଜିତ ହେବେ। ଧନ ଲାଭ ଯୋଗ। xyxy=(1134,334,1498,360)
classified-ad: Relax your mind body with good massage. IRC Village. 9937043397. xyxy=(192,1632,363,1671)
zodiac-icon: ♌ xyxy=(1134,247,1160,271)
first-birthday-title: ପ୍ରଥମ ଜନ୍ମବାର୍ଷିକୀ ଶୁଭେଚ୍ଛା xyxy=(841,33,887,68)
zodiac-entry: ♋ କର୍କଟ: ବ୍ୟବସାୟରେ ସତର୍କ ରୁହନ୍ତୁ। ଅନାବଶ୍ୟକ ଖର୍ଚ୍ଚ ବଢ଼ିପାରେ। ସନ୍ତାନଙ୍କ ଠାରୁ ଶୁଭ ସମ୍ବାଦ ମିଳିବ। xyxy=(1134,217,1498,243)
classified-ad: 1BHK flat ସହ Infocity3 ପାଖ ଜମି ଯୋଗାଯୋଗ ଫ୍ଲାଟ୍ ବିକ୍ରି। plot ସହ 40/- ପଛରେ। 9090746445. xyxy=(2,1424,178,1462)
portrait-photo xyxy=(600,1838,728,1988)
branch-row: ବ୍ରହ୍ମପୁର 09758099998 xyxy=(570,662,757,675)
horoscope-location: ମଙ୍ଗଳାପୁର ଶାସନ, କାଳୁପା, ଗଞ୍ଜାମ xyxy=(1134,95,1498,112)
memoriam-sub: ପୂର୍ବତନ ଉପରେଜିଷ୍ଟ୍ରାର, O.S.S xyxy=(784,1605,908,1617)
alumni-article xyxy=(764,606,1126,1326)
classified-ad: ନୂଆ ବାଲାଜୀ ଫାଇନାନ୍ସ ମାର୍କେଟିଂ, ପ୍ରପର୍ଟି, ପର୍ସନାଲ, କୃଷି ଋଣ ୨% ସୁଧ, ୫୫% ସବସିଡ଼ି, ୨୪ ଘଣ୍ଟାରେ। 08800667410, 08686014670. xyxy=(570,730,746,782)
footer-line xyxy=(4,2329,1496,2346)
baby-name: ଆରୁଷି ଦାସ (ଶ୍ରେୟା) xyxy=(769,95,865,108)
portrait-photo xyxy=(782,1436,910,1586)
to-let-section-header: TO-LET xyxy=(192,850,375,1000)
zodiac-entry: ♊ ମିଥୁନ: ଆଜି ମନ ପ୍ରସନ୍ନ ରହିବ। ପାରିବାରିକ ସମସ୍ୟାର ସମାଧାନ ହେବ। ଚାକିରି କ୍ଷେତ୍ରରେ ପଦୋନ୍ନତି ସମ୍ଭାବନା ଅଛି। xyxy=(1134,188,1498,214)
branch-row: ପୁରୀ 08859007885 xyxy=(570,547,757,560)
memoriam-card xyxy=(757,1821,935,2221)
child-name: ପ୍ରିୟଂଶୁ xyxy=(217,121,251,132)
portrait-photo xyxy=(782,1838,910,1988)
column-property xyxy=(192,334,375,2222)
zodiac-icon: ♒ xyxy=(1134,422,1160,446)
classified-ad: Book a retail space in a Shopper's stop right on Cuttack Road; Contact: 8763992378, 06743011627. xyxy=(192,416,371,468)
memoriam-name: ସ୍ବର୍ଗତ ବିଦ୍ୟାଧର ବାରିକ xyxy=(787,1590,905,1605)
branch-row: ଖୋର୍ଦ୍ଧା 07409060608 xyxy=(570,598,757,611)
classified-ad: Herbal massage, herbal facial, Churning and shower. Patrapindasweda, Nasya, Basti, Vamana. 9338276937. xyxy=(381,553,547,605)
branch-row: ସୁନ୍ଦରଗଡ଼ 09761735518 xyxy=(570,713,757,726)
zodiac-icon: ♏ xyxy=(1134,334,1160,358)
